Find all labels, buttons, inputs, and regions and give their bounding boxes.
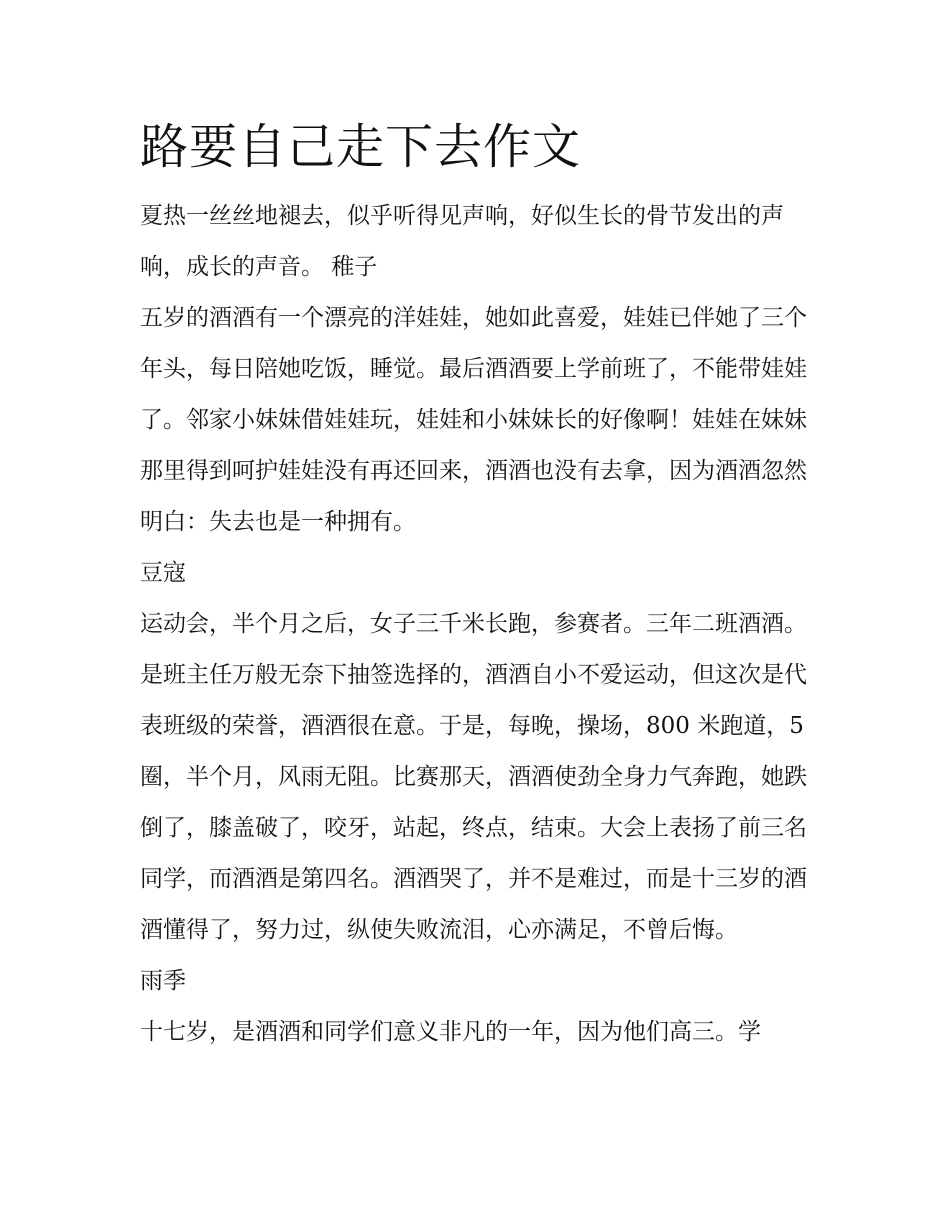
section-heading-yuji: 雨季 (140, 968, 186, 994)
paragraph-childhood: 五岁的酒酒有一个漂亮的洋娃娃，她如此喜爱，娃娃已伴她了三个年头，每日陪她吃饭，睡觉。最后酒酒要上学前班了，不能带娃娃了。邻家小妹妹借娃娃玩，娃娃和小妹妹长的好像啊！娃娃在妹妹那里得到呵护娃娃没有再还回来，酒酒也没有去拿，因为酒酒忽然明白：失去也是一种拥有。 (140, 305, 807, 535)
section-heading-doukou: 豆寇 (140, 560, 186, 586)
paragraph-intro: 夏热一丝丝地褪去，似乎听得见声响，好似生长的骨节发出的声响，成长的声音。 稚子 (140, 203, 784, 280)
document-page (140, 112, 815, 1058)
paragraph-senior-year: 十七岁，是酒酒和同学们意义非凡的一年，因为他们高三。学 (140, 1019, 761, 1045)
paragraph-sports-meet: 运动会，半个月之后，女子三千米长跑，参赛者。三年二班酒酒。是班主任万般无奈下抽签选择的，酒酒自小不爱运动，但这次是代表班级的荣誉，酒酒很在意。于是，每晚，操场，800 米跑道，5 圈，半个月，风雨无阻。比赛那天，酒酒使劲全身力气奔跑，她跌倒了，膝盖破了，咬牙，站起，终点，结束。大会上表扬了前三名同学，而酒酒是第四名。酒酒哭了，并不是难过，而是十三岁的酒酒懂得了，努力过，纵使失败流泪，心亦满足，不曾后悔。 (140, 611, 807, 943)
document-body (140, 191, 815, 1058)
document-title: 路要自己走下去作文 (140, 119, 582, 175)
